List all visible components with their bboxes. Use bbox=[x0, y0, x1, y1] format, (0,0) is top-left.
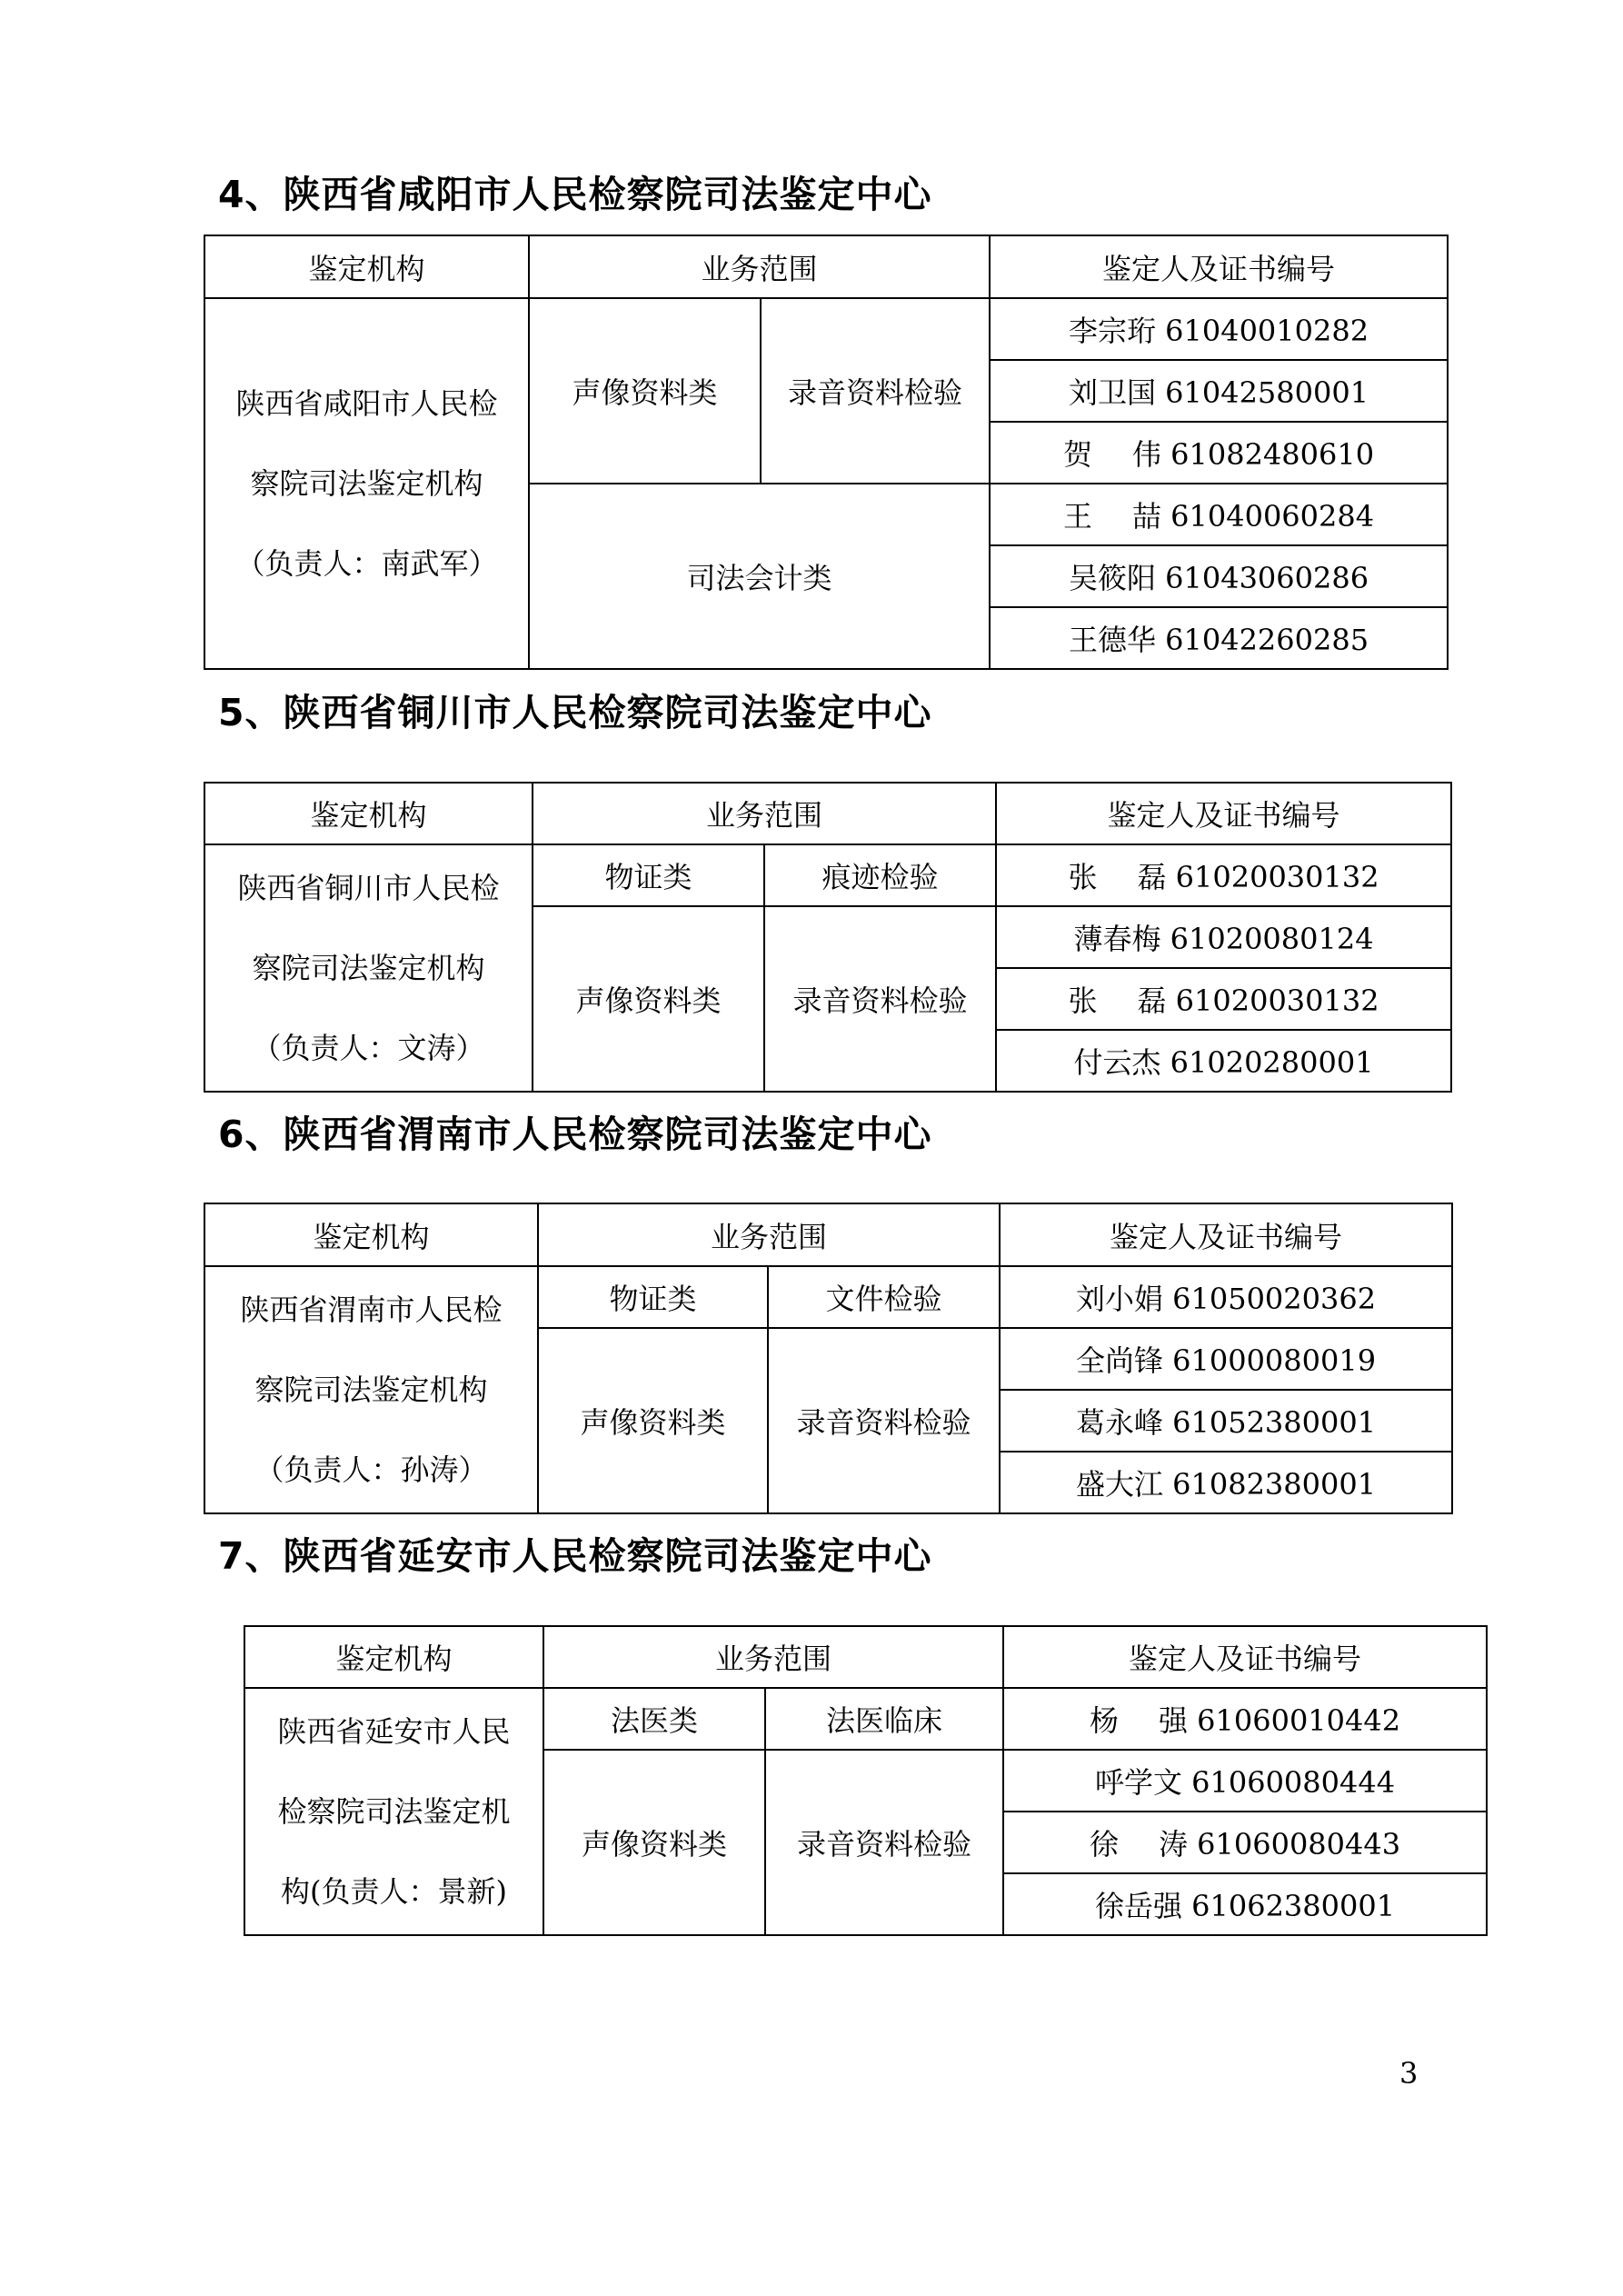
section-6-title: 6、陕西省渭南市人民检察院司法鉴定中心 bbox=[218, 1113, 932, 1156]
expert-name: 全尚锋 bbox=[1075, 1343, 1163, 1378]
expert-name: 王德华 bbox=[1068, 623, 1156, 657]
expert-cell bbox=[990, 607, 1448, 669]
expert-cert: 61020030132 bbox=[1175, 860, 1379, 894]
expert-cert: 61020030132 bbox=[1175, 983, 1379, 1018]
expert-name: 徐岳强 bbox=[1094, 1889, 1182, 1923]
page-number: 3 bbox=[1399, 2056, 1419, 2091]
expert-cell bbox=[1003, 1688, 1487, 1750]
category-cell: 物证类 bbox=[533, 844, 764, 906]
institution-line: （负责人：文涛） bbox=[252, 1031, 485, 1065]
institution-line: 构(负责人：景新) bbox=[281, 1874, 507, 1909]
header-scope: 业务范围 bbox=[529, 235, 990, 298]
table-header-row bbox=[204, 783, 1451, 844]
expert-name: 吴筱阳 bbox=[1068, 561, 1156, 595]
header-institution: 鉴定机构 bbox=[204, 235, 529, 298]
section-5-table bbox=[204, 782, 1452, 1093]
institution-line: 察院司法鉴定机构 bbox=[254, 1373, 488, 1407]
expert-cert: 61060080443 bbox=[1197, 1827, 1401, 1862]
institution-line: 陕西省延安市人民 bbox=[277, 1714, 511, 1749]
expert-cell bbox=[990, 545, 1448, 607]
expert-cert: 61082380001 bbox=[1172, 1467, 1377, 1502]
header-institution: 鉴定机构 bbox=[204, 783, 533, 844]
institution-line: 检察院司法鉴定机 bbox=[277, 1794, 511, 1829]
expert-name: 张 磊 bbox=[1068, 860, 1167, 894]
expert-name: 呼学文 bbox=[1094, 1765, 1182, 1800]
expert-cert: 61042580001 bbox=[1165, 375, 1369, 410]
expert-cert: 61042260285 bbox=[1165, 623, 1369, 657]
table-header-row bbox=[204, 235, 1448, 298]
expert-name: 徐 涛 bbox=[1089, 1827, 1188, 1862]
item-cell: 录音资料检验 bbox=[764, 906, 996, 1092]
category-cell: 物证类 bbox=[538, 1266, 768, 1328]
expert-cell bbox=[990, 484, 1448, 545]
expert-name: 王 喆 bbox=[1062, 499, 1161, 534]
category-cell: 声像资料类 bbox=[543, 1750, 765, 1935]
expert-cert: 61052380001 bbox=[1172, 1405, 1377, 1440]
category-cell: 声像资料类 bbox=[529, 298, 761, 484]
category-cell: 声像资料类 bbox=[538, 1328, 768, 1513]
expert-name: 李宗珩 bbox=[1068, 314, 1156, 348]
category-cell: 声像资料类 bbox=[533, 906, 764, 1092]
expert-cert: 61050020362 bbox=[1172, 1282, 1377, 1316]
expert-cell bbox=[1003, 1750, 1487, 1812]
header-experts: 鉴定人及证书编号 bbox=[1003, 1626, 1487, 1688]
header-scope: 业务范围 bbox=[533, 783, 996, 844]
table-row bbox=[244, 1688, 1487, 1750]
expert-cert: 61020080124 bbox=[1170, 922, 1374, 956]
header-institution: 鉴定机构 bbox=[204, 1203, 538, 1266]
expert-name: 刘卫国 bbox=[1068, 375, 1156, 410]
section-4-table bbox=[204, 235, 1449, 670]
expert-name: 张 磊 bbox=[1068, 983, 1167, 1018]
institution-line: 陕西省咸阳市人民检 bbox=[235, 386, 498, 421]
expert-cert: 61060080444 bbox=[1191, 1765, 1396, 1800]
expert-cert: 61040010282 bbox=[1165, 314, 1369, 348]
item-cell: 法医临床 bbox=[765, 1688, 1003, 1750]
table-row bbox=[204, 298, 1448, 360]
expert-cell bbox=[996, 844, 1451, 906]
institution-line: （负责人：南武军） bbox=[235, 546, 498, 581]
expert-cell bbox=[996, 968, 1451, 1030]
table-row bbox=[204, 844, 1451, 906]
institution-cell bbox=[204, 1266, 538, 1513]
institution-line: 陕西省渭南市人民检 bbox=[240, 1293, 503, 1327]
header-experts: 鉴定人及证书编号 bbox=[996, 783, 1451, 844]
section-7-title: 7、陕西省延安市人民检察院司法鉴定中心 bbox=[218, 1534, 932, 1578]
expert-name: 薄春梅 bbox=[1073, 922, 1161, 956]
expert-cell bbox=[996, 906, 1451, 968]
institution-cell bbox=[244, 1688, 543, 1935]
header-scope: 业务范围 bbox=[543, 1626, 1003, 1688]
item-cell: 痕迹检验 bbox=[764, 844, 996, 906]
expert-cert: 61082480610 bbox=[1170, 437, 1375, 472]
expert-name: 付云杰 bbox=[1073, 1045, 1161, 1080]
header-experts: 鉴定人及证书编号 bbox=[1000, 1203, 1452, 1266]
institution-line: （负责人：孙涛） bbox=[254, 1452, 488, 1487]
expert-cell bbox=[996, 1030, 1451, 1092]
expert-cert: 61062380001 bbox=[1191, 1889, 1396, 1923]
institution-cell bbox=[204, 844, 533, 1092]
expert-cert: 61020280001 bbox=[1170, 1045, 1374, 1080]
table-header-row bbox=[244, 1626, 1487, 1688]
expert-name: 贺 伟 bbox=[1062, 437, 1161, 472]
category-cell: 法医类 bbox=[543, 1688, 765, 1750]
item-cell: 文件检验 bbox=[768, 1266, 1000, 1328]
expert-name: 刘小娟 bbox=[1075, 1282, 1163, 1316]
expert-cert: 61000080019 bbox=[1172, 1343, 1377, 1378]
item-cell: 录音资料检验 bbox=[761, 298, 990, 484]
expert-cell bbox=[1003, 1873, 1487, 1935]
table-header-row bbox=[204, 1203, 1452, 1266]
item-cell: 录音资料检验 bbox=[768, 1328, 1000, 1513]
category-cell: 司法会计类 bbox=[529, 484, 990, 669]
institution-line: 察院司法鉴定机构 bbox=[252, 951, 485, 985]
section-6-table bbox=[204, 1203, 1453, 1514]
expert-cell bbox=[1000, 1328, 1452, 1390]
expert-name: 杨 强 bbox=[1089, 1703, 1188, 1738]
expert-cell bbox=[1000, 1266, 1452, 1328]
header-experts: 鉴定人及证书编号 bbox=[990, 235, 1448, 298]
section-4-title: 4、陕西省咸阳市人民检察院司法鉴定中心 bbox=[218, 173, 932, 216]
table-row bbox=[204, 1266, 1452, 1328]
expert-cert: 61040060284 bbox=[1170, 499, 1375, 534]
expert-cell bbox=[990, 360, 1448, 422]
expert-name: 葛永峰 bbox=[1075, 1405, 1163, 1440]
header-scope: 业务范围 bbox=[538, 1203, 1000, 1266]
institution-line: 察院司法鉴定机构 bbox=[250, 466, 483, 501]
expert-name: 盛大江 bbox=[1075, 1467, 1163, 1502]
item-cell: 录音资料检验 bbox=[765, 1750, 1003, 1935]
institution-line: 陕西省铜川市人民检 bbox=[237, 871, 500, 905]
institution-cell bbox=[204, 298, 529, 669]
section-5-title: 5、陕西省铜川市人民检察院司法鉴定中心 bbox=[218, 691, 932, 734]
expert-cell bbox=[1000, 1452, 1452, 1513]
header-institution: 鉴定机构 bbox=[244, 1626, 543, 1688]
expert-cell bbox=[1003, 1812, 1487, 1873]
expert-cell bbox=[1000, 1390, 1452, 1452]
expert-cell bbox=[990, 298, 1448, 360]
expert-cert: 61043060286 bbox=[1165, 561, 1369, 595]
expert-cert: 61060010442 bbox=[1197, 1703, 1401, 1738]
section-7-table bbox=[244, 1625, 1488, 1936]
expert-cell bbox=[990, 422, 1448, 484]
